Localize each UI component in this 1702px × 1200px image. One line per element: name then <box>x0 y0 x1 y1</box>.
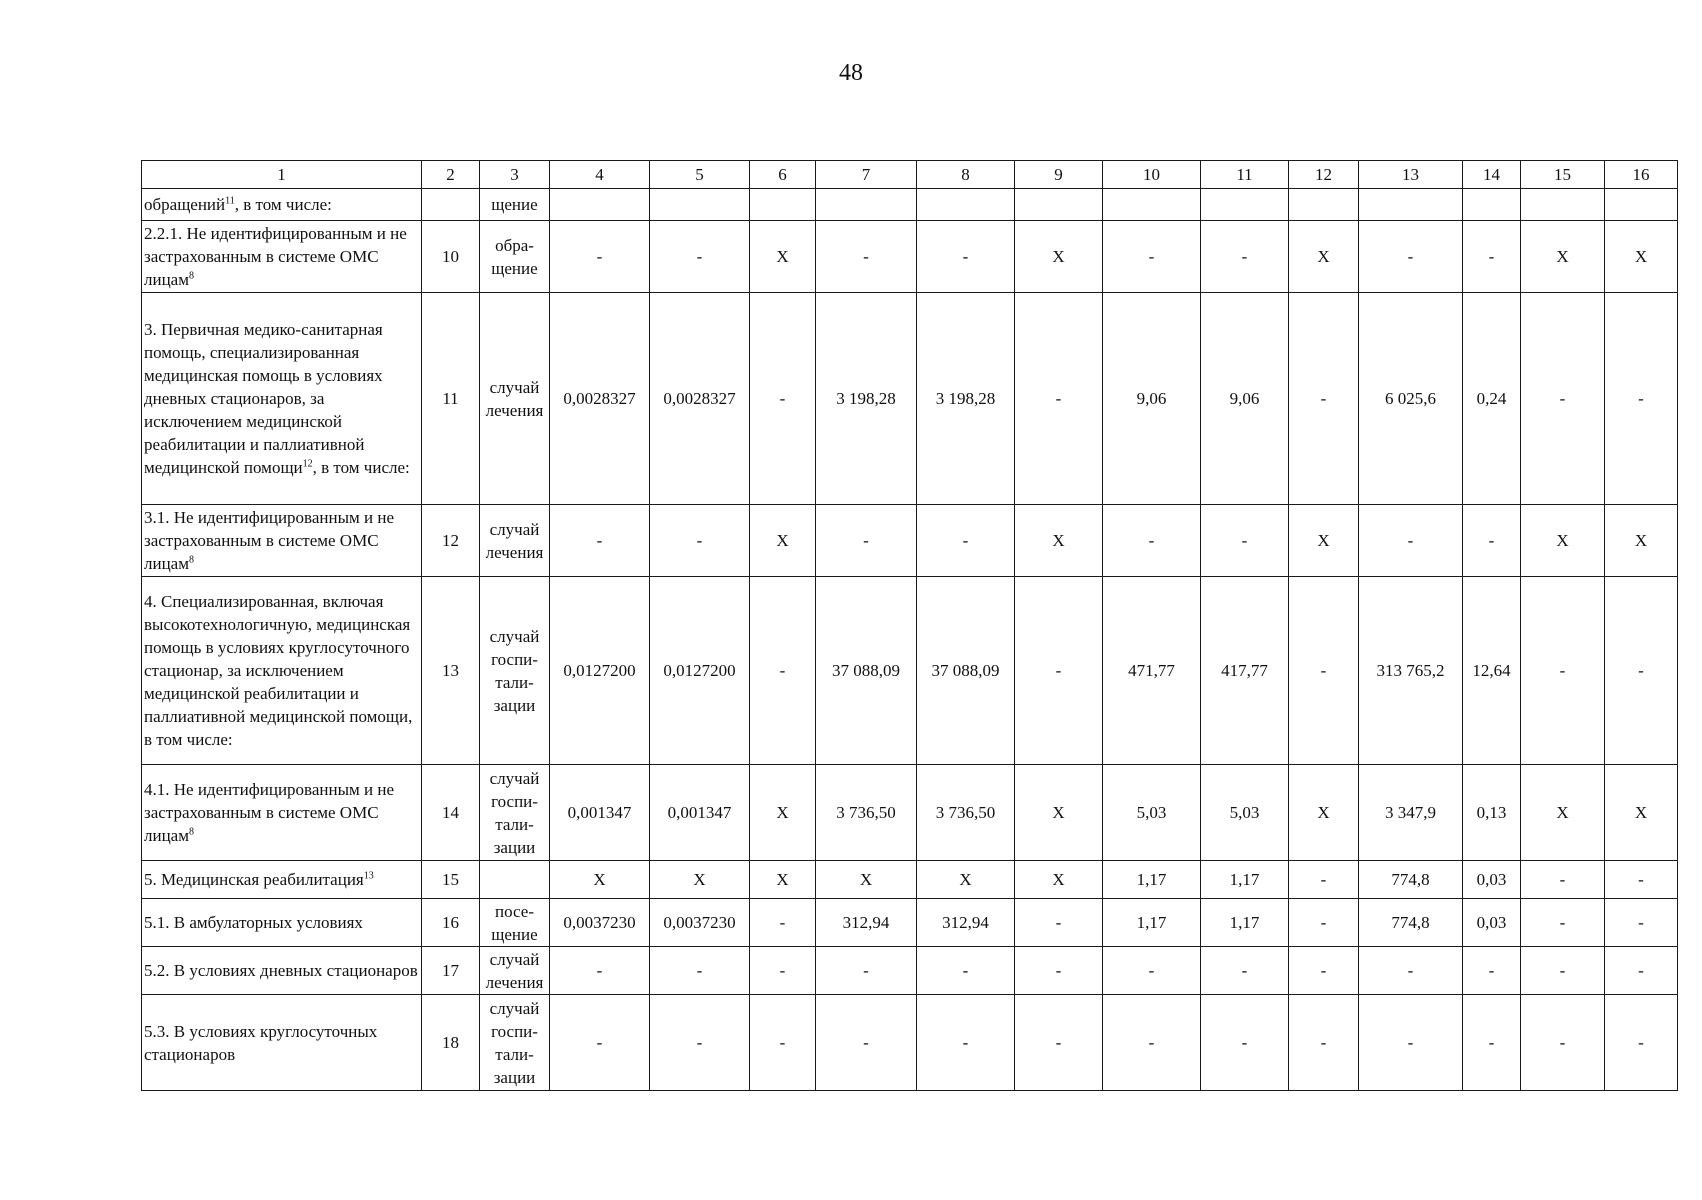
value-cell: - <box>1201 505 1289 577</box>
table-row <box>142 947 1678 995</box>
unit-cell: посе-щение <box>480 899 550 947</box>
col-number: 3 <box>480 161 550 189</box>
row-number: 16 <box>422 899 480 947</box>
value-cell: - <box>1463 947 1521 995</box>
header-row <box>142 161 1678 189</box>
value-cell: - <box>816 995 917 1091</box>
value-cell: 5,03 <box>1103 765 1201 861</box>
value-cell: - <box>816 505 917 577</box>
value-cell: - <box>816 221 917 293</box>
footnote-ref: 11 <box>225 195 235 207</box>
col-number: 12 <box>1289 161 1359 189</box>
row-number: 12 <box>422 505 480 577</box>
row-label <box>142 221 422 293</box>
col-number: 4 <box>550 161 650 189</box>
footnote-ref: 8 <box>188 826 194 838</box>
value-cell: - <box>750 577 816 765</box>
value-cell: 0,03 <box>1463 899 1521 947</box>
value-cell: 0,0127200 <box>650 577 750 765</box>
row-label-text: обращений <box>144 195 226 214</box>
row-number: 18 <box>422 995 480 1091</box>
row-number: 15 <box>422 861 480 899</box>
value-cell: X <box>750 505 816 577</box>
value-cell: X <box>1015 505 1103 577</box>
value-cell: 3 198,28 <box>816 293 917 505</box>
col-number: 16 <box>1605 161 1678 189</box>
footnote-ref: 13 <box>363 870 374 882</box>
row-label <box>142 189 422 221</box>
value-cell: X <box>1015 765 1103 861</box>
value-cell: - <box>1605 293 1678 505</box>
row-label-suffix: , в том числе: <box>312 458 410 477</box>
value-cell: 3 198,28 <box>917 293 1015 505</box>
value-cell: - <box>1015 899 1103 947</box>
value-cell: X <box>1289 221 1359 293</box>
value-cell: X <box>750 221 816 293</box>
col-number: 8 <box>917 161 1015 189</box>
value-cell: - <box>1289 861 1359 899</box>
col-number: 9 <box>1015 161 1103 189</box>
row-label <box>142 947 422 995</box>
row-number: 13 <box>422 577 480 765</box>
value-cell: 5,03 <box>1201 765 1289 861</box>
unit-cell: случай лечения <box>480 947 550 995</box>
value-cell: 12,64 <box>1463 577 1521 765</box>
value-cell: - <box>1103 221 1201 293</box>
value-cell: - <box>550 947 650 995</box>
row-label <box>142 293 422 505</box>
value-cell <box>1605 189 1678 221</box>
footnote-ref: 8 <box>188 270 194 282</box>
value-cell: - <box>1103 505 1201 577</box>
table-row <box>142 577 1678 765</box>
value-cell: X <box>1521 505 1605 577</box>
row-label <box>142 577 422 765</box>
row-label-text: 3.1. Не идентифицированным и не застрахованным в системе ОМС лицам <box>144 508 395 573</box>
row-label <box>142 765 422 861</box>
value-cell: - <box>650 505 750 577</box>
value-cell <box>1015 189 1103 221</box>
value-cell: - <box>650 221 750 293</box>
col-number: 5 <box>650 161 750 189</box>
row-label <box>142 861 422 899</box>
value-cell: 6 025,6 <box>1359 293 1463 505</box>
value-cell: - <box>1015 293 1103 505</box>
col-number: 14 <box>1463 161 1521 189</box>
value-cell: X <box>917 861 1015 899</box>
value-cell: X <box>1521 221 1605 293</box>
value-cell: 0,001347 <box>650 765 750 861</box>
table-row <box>142 221 1678 293</box>
value-cell: - <box>1201 995 1289 1091</box>
value-cell: 1,17 <box>1103 861 1201 899</box>
value-cell: - <box>550 995 650 1091</box>
value-cell: X <box>1605 765 1678 861</box>
data-table <box>141 160 1678 1091</box>
value-cell: - <box>1605 995 1678 1091</box>
value-cell: - <box>1289 947 1359 995</box>
value-cell: 1,17 <box>1201 899 1289 947</box>
value-cell: 0,0037230 <box>650 899 750 947</box>
col-number: 15 <box>1521 161 1605 189</box>
table-row <box>142 189 1678 221</box>
value-cell: 774,8 <box>1359 899 1463 947</box>
value-cell: 0,24 <box>1463 293 1521 505</box>
value-cell: - <box>917 505 1015 577</box>
row-label-text: 5.3. В условиях круглосуточных стационаров <box>144 1021 378 1064</box>
row-label <box>142 505 422 577</box>
value-cell: X <box>750 861 816 899</box>
value-cell: - <box>1605 577 1678 765</box>
table-row <box>142 995 1678 1091</box>
value-cell: - <box>1463 505 1521 577</box>
unit-cell: случай лечения <box>480 293 550 505</box>
value-cell: X <box>1289 765 1359 861</box>
page-number: 48 <box>839 60 863 86</box>
row-label-suffix: , в том числе: <box>234 195 332 214</box>
value-cell: - <box>650 947 750 995</box>
unit-cell: щение <box>480 189 550 221</box>
row-label-text: 2.2.1. Не идентифицированным и не застрахованным в системе ОМС лицам <box>144 224 407 289</box>
value-cell: - <box>1463 221 1521 293</box>
value-cell: - <box>1289 995 1359 1091</box>
value-cell: 417,77 <box>1201 577 1289 765</box>
unit-cell: обра-щение <box>480 221 550 293</box>
value-cell: - <box>1521 899 1605 947</box>
value-cell: X <box>1605 221 1678 293</box>
value-cell: - <box>917 221 1015 293</box>
value-cell <box>650 189 750 221</box>
value-cell: X <box>1289 505 1359 577</box>
value-cell: - <box>1015 577 1103 765</box>
value-cell: - <box>1289 577 1359 765</box>
value-cell: - <box>816 947 917 995</box>
value-cell: 37 088,09 <box>917 577 1015 765</box>
value-cell: 1,17 <box>1201 861 1289 899</box>
value-cell: - <box>1359 995 1463 1091</box>
value-cell: 3 347,9 <box>1359 765 1463 861</box>
value-cell: X <box>650 861 750 899</box>
value-cell: X <box>1015 221 1103 293</box>
value-cell: 0,0127200 <box>550 577 650 765</box>
row-number: 14 <box>422 765 480 861</box>
col-number: 7 <box>816 161 917 189</box>
unit-cell: случай лечения <box>480 505 550 577</box>
value-cell: 471,77 <box>1103 577 1201 765</box>
unit-cell <box>480 861 550 899</box>
value-cell: X <box>550 861 650 899</box>
value-cell <box>1103 189 1201 221</box>
value-cell: - <box>750 899 816 947</box>
value-cell: - <box>1103 947 1201 995</box>
value-cell: - <box>650 995 750 1091</box>
value-cell: - <box>1289 899 1359 947</box>
value-cell: 0,0028327 <box>650 293 750 505</box>
row-label-text: 5.1. В амбулаторных условиях <box>144 913 363 932</box>
row-number: 11 <box>422 293 480 505</box>
row-label-text: 4. Специализированная, включая высокотехнологичную, медицинская помощь в условиях круглосуточного стационар, за исключением медицинской реабилитации и паллиативной медицинской помощи, в том числе: <box>144 592 413 749</box>
value-cell: X <box>1015 861 1103 899</box>
value-cell <box>550 189 650 221</box>
row-number: 17 <box>422 947 480 995</box>
value-cell: - <box>750 293 816 505</box>
row-label-text: 5. Медицинская реабилитация <box>144 870 364 889</box>
value-cell: - <box>917 947 1015 995</box>
value-cell: 312,94 <box>816 899 917 947</box>
value-cell: 313 765,2 <box>1359 577 1463 765</box>
row-label-text: 4.1. Не идентифицированным и не застрахованным в системе ОМС лицам <box>144 780 395 845</box>
table-row <box>142 765 1678 861</box>
row-label-text: 3. Первичная медико-санитарная помощь, специализированная медицинская помощь в условиях дневных стационаров, за исключением медицинской реабилитации и паллиативной медицинской помощи <box>144 320 383 477</box>
value-cell: 9,06 <box>1201 293 1289 505</box>
value-cell: 0,0028327 <box>550 293 650 505</box>
value-cell: - <box>1521 947 1605 995</box>
col-number: 13 <box>1359 161 1463 189</box>
row-label-text: 5.2. В условиях дневных стационаров <box>144 961 418 980</box>
value-cell: - <box>1359 221 1463 293</box>
value-cell: - <box>917 995 1015 1091</box>
row-label <box>142 899 422 947</box>
value-cell: 9,06 <box>1103 293 1201 505</box>
value-cell: X <box>1521 765 1605 861</box>
value-cell: - <box>1463 995 1521 1091</box>
value-cell: - <box>1201 221 1289 293</box>
value-cell <box>1289 189 1359 221</box>
value-cell <box>750 189 816 221</box>
value-cell: - <box>1605 861 1678 899</box>
unit-cell: случай госпи-тали-зации <box>480 995 550 1091</box>
value-cell: - <box>1359 947 1463 995</box>
value-cell <box>1359 189 1463 221</box>
row-number: 10 <box>422 221 480 293</box>
value-cell: - <box>550 505 650 577</box>
value-cell <box>1463 189 1521 221</box>
table-row <box>142 861 1678 899</box>
value-cell: - <box>1359 505 1463 577</box>
value-cell: - <box>1103 995 1201 1091</box>
row-number <box>422 189 480 221</box>
table-row <box>142 293 1678 505</box>
value-cell: - <box>550 221 650 293</box>
unit-cell: случай госпи-тали-зации <box>480 765 550 861</box>
table-row <box>142 505 1678 577</box>
value-cell: 0,001347 <box>550 765 650 861</box>
value-cell: 0,03 <box>1463 861 1521 899</box>
value-cell <box>917 189 1015 221</box>
footnote-ref: 12 <box>302 458 313 470</box>
value-cell: 312,94 <box>917 899 1015 947</box>
value-cell: 3 736,50 <box>917 765 1015 861</box>
value-cell: - <box>1201 947 1289 995</box>
value-cell <box>1521 189 1605 221</box>
value-cell <box>816 189 917 221</box>
value-cell: 0,13 <box>1463 765 1521 861</box>
value-cell: 0,0037230 <box>550 899 650 947</box>
row-label <box>142 995 422 1091</box>
value-cell: X <box>1605 505 1678 577</box>
value-cell <box>1201 189 1289 221</box>
col-number: 11 <box>1201 161 1289 189</box>
value-cell: 774,8 <box>1359 861 1463 899</box>
value-cell: 1,17 <box>1103 899 1201 947</box>
value-cell: - <box>1521 861 1605 899</box>
value-cell: - <box>1521 577 1605 765</box>
value-cell: - <box>1605 899 1678 947</box>
footnote-ref: 8 <box>188 554 194 566</box>
value-cell: - <box>1605 947 1678 995</box>
value-cell: X <box>750 765 816 861</box>
value-cell: - <box>1289 293 1359 505</box>
table-row <box>142 899 1678 947</box>
value-cell: - <box>1015 995 1103 1091</box>
col-number: 10 <box>1103 161 1201 189</box>
value-cell: 3 736,50 <box>816 765 917 861</box>
value-cell: - <box>1521 995 1605 1091</box>
col-number: 6 <box>750 161 816 189</box>
value-cell: - <box>750 947 816 995</box>
value-cell: - <box>750 995 816 1091</box>
col-number: 2 <box>422 161 480 189</box>
value-cell: 37 088,09 <box>816 577 917 765</box>
unit-cell: случай госпи-тали-зации <box>480 577 550 765</box>
value-cell: X <box>816 861 917 899</box>
value-cell: - <box>1015 947 1103 995</box>
value-cell: - <box>1521 293 1605 505</box>
col-number: 1 <box>142 161 422 189</box>
